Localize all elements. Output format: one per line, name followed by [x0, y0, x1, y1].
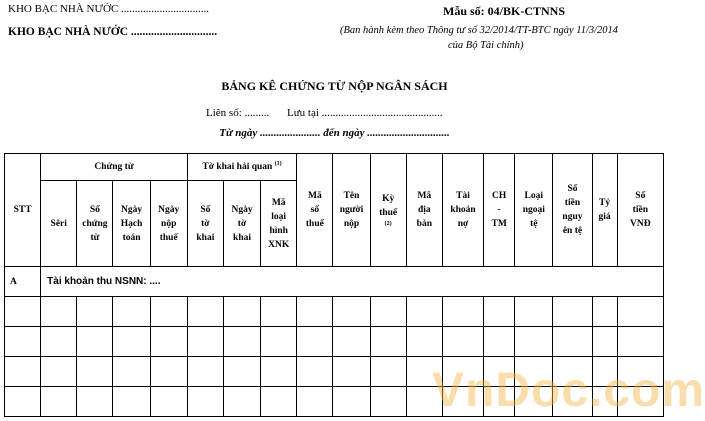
col-text: nộp — [161, 218, 177, 229]
col-ngay-hach-toan — [113, 181, 150, 267]
col-ma-loai-hinh-xnk — [261, 181, 297, 267]
group-to-khai-hai-quan — [187, 154, 297, 181]
col-text: - — [497, 205, 501, 215]
col-text: tiền — [632, 205, 648, 215]
col-text: tiền — [564, 198, 581, 208]
col-text: người — [339, 205, 364, 215]
col-text: thuế — [379, 208, 398, 218]
col-tai-khoan-no — [442, 154, 483, 267]
col-text: VNĐ — [630, 219, 651, 229]
col-text: Mã — [308, 191, 322, 201]
col-ch-tm — [484, 154, 515, 267]
col-text: nộp — [343, 219, 360, 229]
col-text: thuế — [159, 232, 178, 243]
col-text: chứng — [82, 218, 108, 229]
document-title: BẢNG KÊ CHỨNG TỪ NỘP NGÂN SÁCH — [221, 79, 448, 93]
col-ngay-to-khai — [223, 181, 260, 267]
col-so-tien-vnd — [617, 154, 663, 267]
col-text: Ngày — [231, 204, 253, 215]
group-to-khai-label: Tờ khai hải quan — [202, 162, 273, 172]
col-text: Số — [89, 204, 100, 215]
col-text: Tên — [343, 191, 360, 201]
col-text: CH — [492, 191, 507, 201]
col-text: tờ — [201, 218, 210, 229]
col-text: giá — [598, 212, 611, 222]
col-text: Tỷ — [599, 198, 611, 208]
col-text: ngoại — [522, 205, 545, 215]
col-ngay-nop-thue — [150, 181, 187, 267]
col-loai-ngoai-te — [515, 154, 553, 267]
col-stt: STT — [5, 154, 41, 267]
table-row — [5, 327, 664, 357]
col-text: tờ — [237, 218, 247, 229]
col-text: khai — [233, 232, 251, 243]
col-text: từ — [90, 232, 100, 243]
section-a-row — [5, 267, 664, 297]
col-text: Mã — [417, 191, 432, 201]
col-text: loại — [271, 211, 287, 222]
section-a-label: A — [5, 267, 41, 297]
col-so-to-khai — [187, 181, 223, 267]
col-text: Số — [567, 184, 578, 194]
vndoc-watermark: VnDoc.com — [432, 364, 705, 417]
col-ty-gia — [592, 154, 617, 267]
col-text: khai — [196, 232, 215, 243]
col-text: Ngày — [158, 204, 180, 215]
table-row — [5, 297, 664, 327]
col-text: địa — [417, 205, 431, 215]
issued-by-line-1: (Ban hành kèm theo Thông tư số 32/2014/TT-BTC ngày 11/3/2014 — [340, 25, 619, 36]
col-text: bàn — [416, 219, 432, 229]
col-text: toán — [122, 232, 141, 243]
col-so-tien-nguyen-te — [553, 154, 592, 267]
col-text: Ngày — [120, 204, 143, 215]
copy-number: Liên số: ......... — [206, 107, 270, 119]
col-text: Số — [200, 204, 211, 215]
form-number: Mẫu số: 04/BK-CTNNS — [443, 4, 566, 18]
col-text: Hạch — [120, 218, 143, 229]
stored-at: Lưu tại ............................................ — [287, 107, 443, 119]
section-a-text: Tài khoản thu NSNN: .... — [41, 267, 664, 297]
treasury-line-1: KHO BẠC NHÀ NƯỚC ................................ — [8, 3, 210, 15]
col-text: Tài — [456, 191, 470, 201]
col-text: Loại — [524, 191, 544, 201]
col-ten-nguoi-nop — [333, 154, 370, 267]
col-text: Kỳ — [382, 194, 395, 204]
col-text: tệ — [530, 219, 538, 229]
col-text: số — [310, 205, 320, 215]
issued-by-line-2: của Bộ Tài chính) — [448, 40, 524, 51]
col-text: hình — [269, 225, 288, 236]
col-ma-dia-ban — [406, 154, 442, 267]
col-text: TM — [491, 219, 507, 229]
col-text: XNK — [268, 239, 290, 250]
group-chung-tu: Chứng từ — [41, 154, 188, 181]
col-ma-so-thue — [297, 154, 333, 267]
col-so-chung-tu — [77, 181, 113, 267]
note-1: (1) — [274, 160, 282, 167]
treasury-line-2: KHO BẠC NHÀ NƯỚC .............................. — [8, 26, 218, 38]
col-text: khoản — [450, 205, 476, 215]
col-text: thuế — [305, 219, 324, 229]
col-text: Mã — [271, 197, 286, 208]
col-seri: Sêri — [41, 181, 77, 267]
col-text: nợ — [457, 219, 469, 229]
col-text: ên tệ — [562, 226, 583, 236]
col-text: Số — [635, 191, 646, 201]
note-2: (2) — [384, 221, 392, 227]
date-range: Từ ngày ...................... đến ngày .............................. — [219, 127, 450, 139]
col-text: nguy — [562, 212, 583, 222]
col-ky-thue — [370, 154, 406, 267]
